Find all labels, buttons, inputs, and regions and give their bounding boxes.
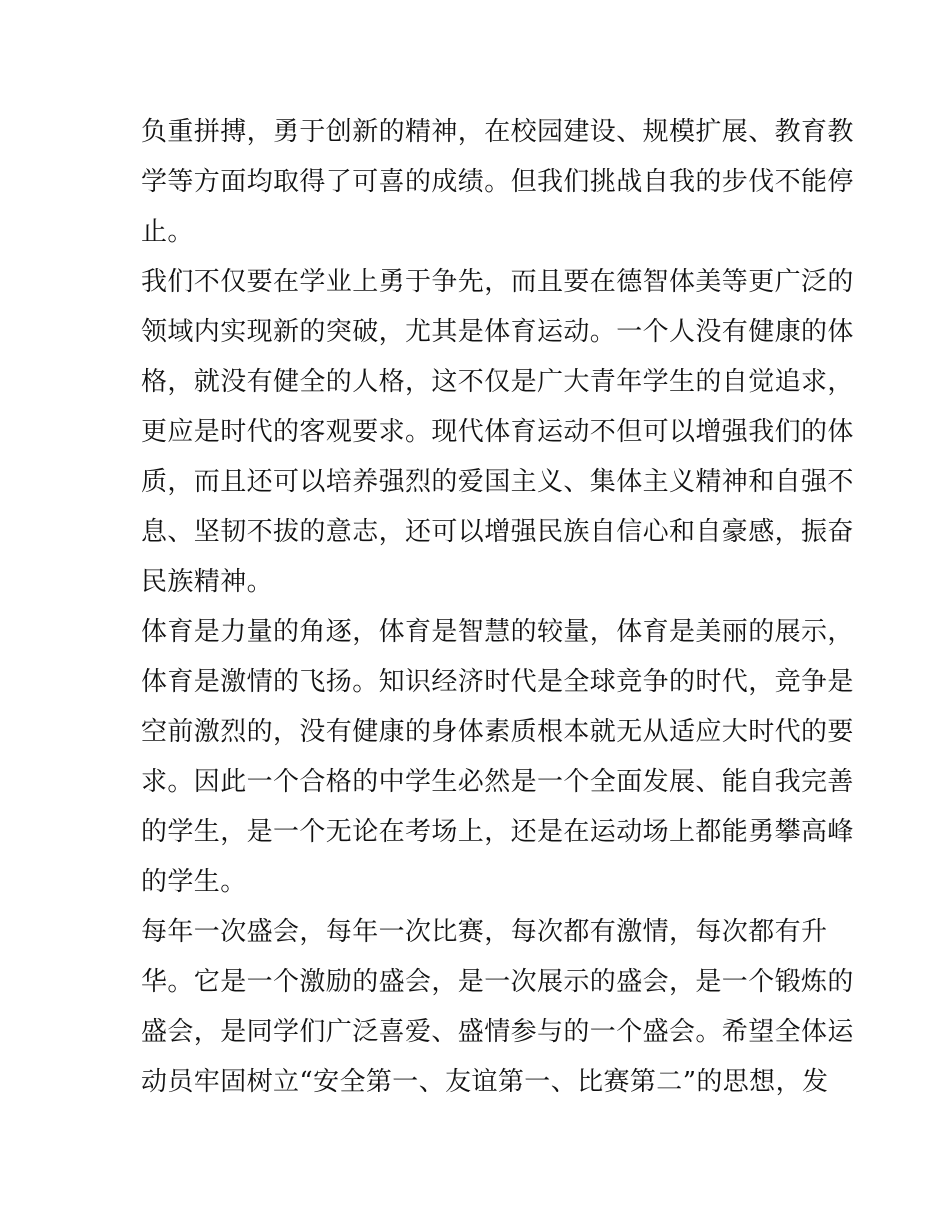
- text-line: 止。: [141, 217, 194, 247]
- text-line: 负重拼搏，勇于创新的精神，在校园建设、规模扩展、教育教: [141, 117, 854, 147]
- text-line: 华。它是一个激励的盛会，是一次展示的盛会，是一个锻炼的: [141, 967, 854, 997]
- text-line: 民族精神。: [141, 567, 274, 597]
- text-line: 空前激烈的，没有健康的身体素质根本就无从适应大时代的要: [141, 717, 854, 747]
- text-line: 更应是时代的客观要求。现代体育运动不但可以增强我们的体: [141, 417, 854, 447]
- text-line: 体育是激情的飞扬。知识经济时代是全球竞争的时代，竞争是: [141, 667, 854, 697]
- text-line: 学等方面均取得了可喜的成绩。但我们挑战自我的步伐不能停: [141, 167, 854, 197]
- text-line: 质，而且还可以培养强烈的爱国主义、集体主义精神和自强不: [141, 467, 854, 497]
- text-line: 盛会，是同学们广泛喜爱、盛情参与的一个盛会。希望全体运: [141, 1017, 854, 1047]
- text-line: 领域内实现新的突破，尤其是体育运动。一个人没有健康的体: [141, 317, 854, 347]
- text-line: 求。因此一个合格的中学生必然是一个全面发展、能自我完善: [141, 767, 854, 797]
- text-line: 的学生，是一个无论在考场上，还是在运动场上都能勇攀高峰: [141, 817, 854, 847]
- text-line: 每年一次盛会，每年一次比赛，每次都有激情，每次都有升: [141, 917, 828, 947]
- text-line: 格，就没有健全的人格，这不仅是广大青年学生的自觉追求，: [141, 367, 854, 397]
- text-line: 体育是力量的角逐，体育是智慧的较量，体育是美丽的展示，: [141, 617, 854, 647]
- text-line: 息、坚韧不拔的意志，还可以增强民族自信心和自豪感，振奋: [141, 517, 854, 547]
- text-line: 动员牢固树立“安全第一、友谊第一、比赛第二”的思想，发: [141, 1067, 829, 1097]
- text-line: 我们不仅要在学业上勇于争先，而且要在德智体美等更广泛的: [141, 267, 854, 297]
- text-line: 的学生。: [141, 867, 247, 897]
